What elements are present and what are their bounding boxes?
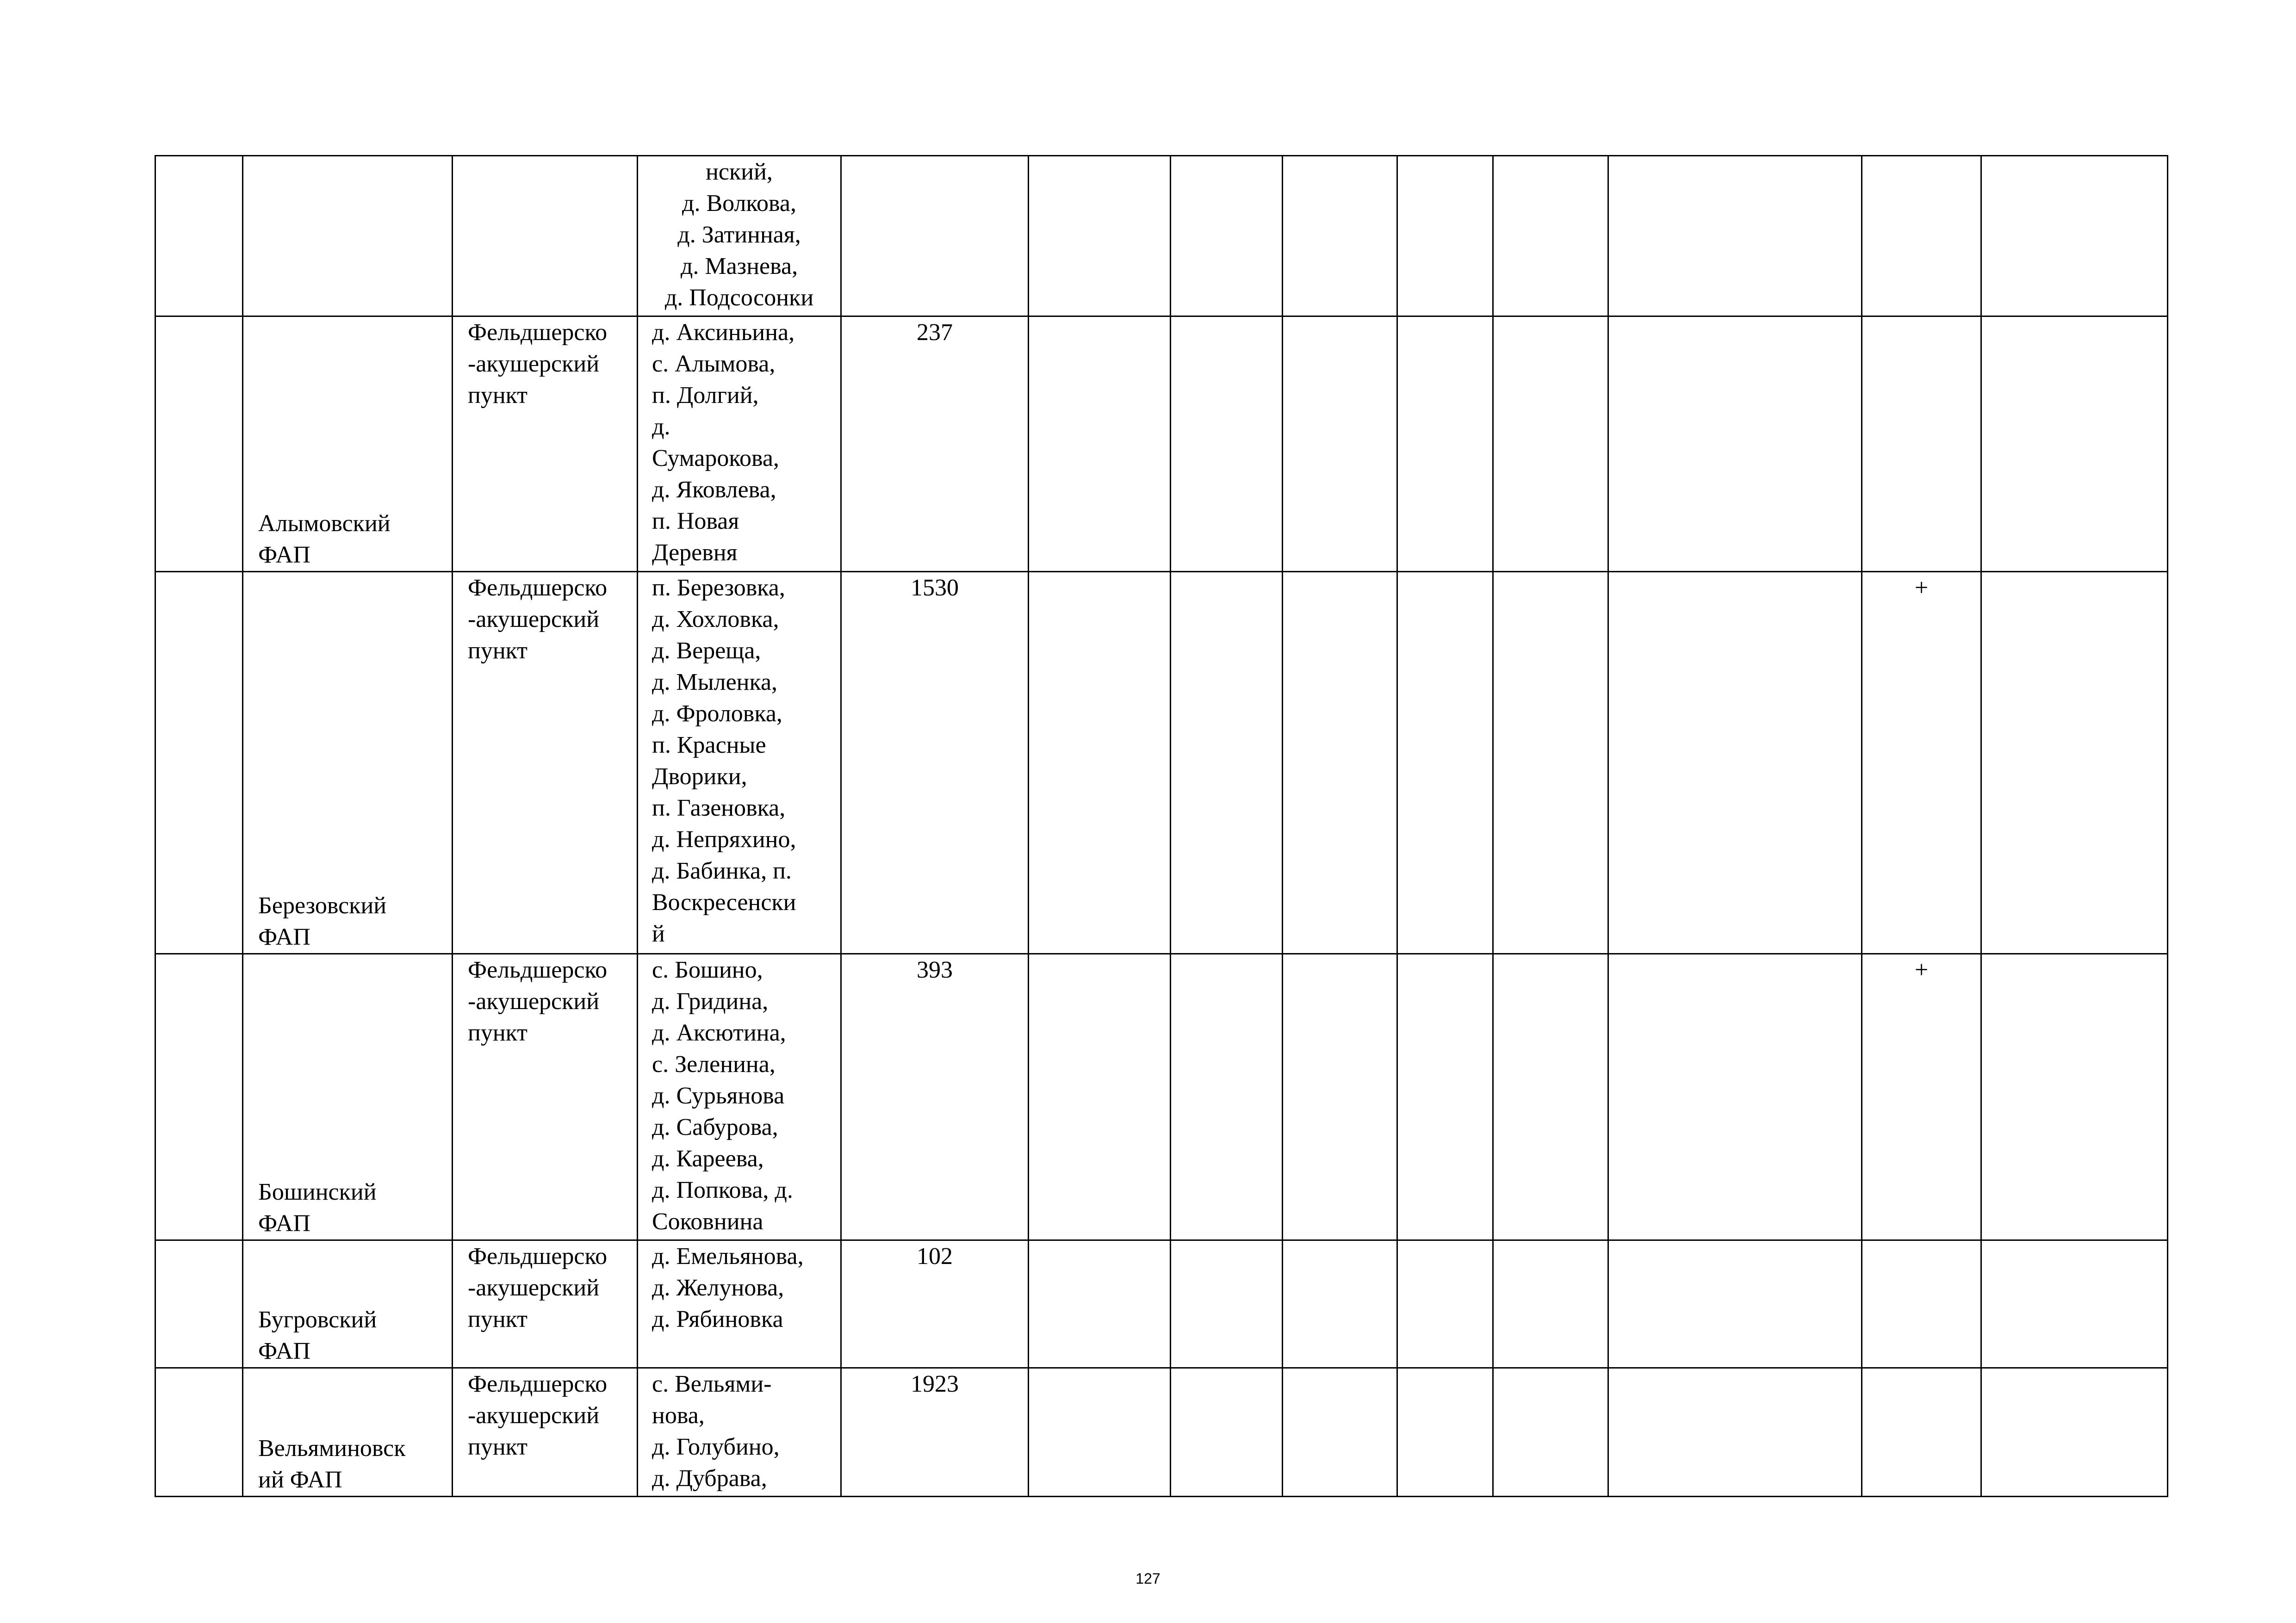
table-row	[155, 1240, 2168, 1368]
facility-type-line: -акушерский	[468, 1275, 600, 1301]
facility-name-line: Вельяминовск	[258, 1435, 406, 1462]
settlements-cell	[638, 954, 841, 1240]
empty-cell	[1171, 1240, 1283, 1368]
empty-cell	[155, 156, 243, 316]
settlement-line: п. Долгий,	[652, 382, 759, 409]
mark-cell	[1862, 316, 1981, 572]
mark-cell	[1862, 1240, 1981, 1368]
empty-cell	[1493, 156, 1608, 316]
facility-type-line: Фельдшерско	[468, 1371, 608, 1397]
settlement-line: д. Рябиновка	[652, 1306, 783, 1332]
settlement-line: д. Дубрава,	[652, 1465, 767, 1492]
empty-cell	[1029, 572, 1171, 954]
settlement-line: Деревня	[652, 539, 738, 566]
settlement-line: п. Новая	[652, 508, 739, 534]
empty-cell	[1171, 954, 1283, 1240]
settlement-line: д. Попкова, д.	[652, 1177, 793, 1203]
empty-cell	[155, 954, 243, 1240]
settlement-line: п. Красные	[652, 732, 766, 758]
facility-name-line: ФАП	[258, 924, 310, 950]
settlement-line: Соковнина	[652, 1208, 763, 1235]
facility-type-line: -акушерский	[468, 606, 600, 632]
facility-type-line: Фельдшерско	[468, 319, 608, 346]
settlement-line: д. Сурьянова	[652, 1083, 785, 1109]
table-row	[155, 316, 2168, 572]
empty-cell	[155, 316, 243, 572]
empty-cell	[1493, 1240, 1608, 1368]
settlement-line: д.	[652, 414, 670, 440]
settlement-line: д. Голубино,	[652, 1434, 780, 1460]
empty-cell	[1981, 1368, 2168, 1497]
empty-cell	[1283, 572, 1397, 954]
settlement-line: д. Затинная,	[677, 222, 801, 248]
mark-cell	[1862, 156, 1981, 316]
population-cell: 237	[841, 316, 1029, 572]
settlement-line: нский,	[706, 159, 773, 185]
settlement-line: д. Сабурова,	[652, 1114, 778, 1140]
population-cell: 1923	[841, 1368, 1029, 1497]
mark-cell: +	[1862, 572, 1981, 954]
empty-cell	[1171, 1368, 1283, 1497]
empty-cell	[1029, 316, 1171, 572]
facility-type-line: пункт	[468, 1020, 527, 1046]
empty-cell	[1397, 156, 1493, 316]
empty-cell	[1981, 954, 2168, 1240]
facility-type-line: Фельдшерско	[468, 957, 608, 983]
facility-name-line: Бошинский	[258, 1179, 377, 1205]
settlement-line: д. Вереща,	[652, 638, 761, 664]
settlements-cell	[638, 1240, 841, 1368]
settlement-line: д. Емельянова,	[652, 1243, 804, 1270]
empty-cell	[1397, 1368, 1493, 1497]
empty-cell	[1493, 1368, 1608, 1497]
empty-cell	[1981, 156, 2168, 316]
settlement-line: д. Яковлева,	[652, 477, 776, 503]
facility-name-cell	[243, 1240, 453, 1368]
empty-cell	[1397, 316, 1493, 572]
facilities-table	[155, 155, 2168, 1497]
settlement-line: д. Кареева,	[652, 1146, 764, 1172]
empty-cell	[1608, 1368, 1862, 1497]
facility-type-line: пункт	[468, 382, 527, 409]
facility-name-line: ФАП	[258, 542, 310, 568]
settlement-line: с. Вельями-	[652, 1371, 772, 1397]
settlements-cell	[638, 572, 841, 954]
facility-name-cell	[243, 572, 453, 954]
page-number: 127	[1136, 1570, 1160, 1587]
facility-type-line: пункт	[468, 638, 527, 664]
facility-name-line: Бугровский	[258, 1307, 377, 1333]
empty-cell	[1493, 954, 1608, 1240]
settlement-line: д. Бабинка, п.	[652, 858, 792, 884]
settlement-line: Воскресенски	[652, 889, 796, 916]
empty-cell	[1608, 316, 1862, 572]
empty-cell	[1029, 1240, 1171, 1368]
settlement-line: д. Аксиньина,	[652, 319, 795, 346]
facility-type-line: -акушерский	[468, 1402, 600, 1429]
empty-cell	[1283, 1240, 1397, 1368]
settlement-line: п. Березовка,	[652, 575, 785, 601]
settlements-cell	[638, 1368, 841, 1497]
settlement-line: нова,	[652, 1402, 705, 1429]
empty-cell	[1397, 1240, 1493, 1368]
empty-cell	[1608, 572, 1862, 954]
empty-cell	[1608, 156, 1862, 316]
empty-cell	[1029, 1368, 1171, 1497]
facility-type-cell	[453, 572, 638, 954]
settlement-line: с. Бошино,	[652, 957, 763, 983]
facility-name-line: ФАП	[258, 1210, 310, 1237]
empty-cell	[1981, 572, 2168, 954]
empty-cell	[1029, 156, 1171, 316]
facility-type-line: пункт	[468, 1434, 527, 1460]
facility-name-line: ФАП	[258, 1338, 310, 1364]
facility-type-cell	[453, 316, 638, 572]
facility-name-line: Березовский	[258, 892, 387, 919]
empty-cell	[1283, 954, 1397, 1240]
settlement-line: Сумарокова,	[652, 445, 779, 471]
facility-type-cell	[453, 1240, 638, 1368]
settlement-line: с. Зеленина,	[652, 1051, 776, 1078]
empty-cell	[155, 1240, 243, 1368]
empty-cell	[155, 1368, 243, 1497]
population-cell: 102	[841, 1240, 1029, 1368]
mark-cell: +	[1862, 954, 1981, 1240]
table-row	[155, 156, 2168, 316]
empty-cell	[1171, 572, 1283, 954]
empty-cell	[1283, 156, 1397, 316]
settlement-line: д. Мазнева,	[680, 253, 798, 279]
empty-cell	[155, 572, 243, 954]
settlement-line: Дворики,	[652, 763, 747, 790]
empty-cell	[1029, 954, 1171, 1240]
facility-type-line: Фельдшерско	[468, 575, 608, 601]
facility-name-line: Алымовский	[258, 510, 391, 537]
facility-name-cell	[243, 1368, 453, 1497]
table-row	[155, 954, 2168, 1240]
settlement-line: д. Подсосонки	[664, 285, 814, 311]
settlement-line: д. Фроловка,	[652, 700, 782, 727]
empty-cell	[1493, 572, 1608, 954]
facility-type-line: пункт	[468, 1306, 527, 1332]
table-row	[155, 572, 2168, 954]
settlement-line: д. Аксютина,	[652, 1020, 786, 1046]
empty-cell	[1981, 316, 2168, 572]
facility-name-cell	[243, 316, 453, 572]
empty-cell	[1608, 954, 1862, 1240]
settlement-line: с. Алымова,	[652, 351, 776, 377]
mark-cell	[1862, 1368, 1981, 1497]
empty-cell	[1283, 316, 1397, 572]
population-cell	[841, 156, 1029, 316]
empty-cell	[1608, 1240, 1862, 1368]
facility-type-cell	[453, 954, 638, 1240]
facility-name-line: ий ФАП	[258, 1467, 342, 1493]
settlements-cell	[638, 156, 841, 316]
empty-cell	[1981, 1240, 2168, 1368]
settlement-line: д. Мыленка,	[652, 669, 778, 695]
settlement-line: й	[652, 921, 665, 947]
settlement-line: д. Гридина,	[652, 988, 769, 1015]
empty-cell	[1171, 316, 1283, 572]
facility-type-line: Фельдшерско	[468, 1243, 608, 1270]
population-cell: 1530	[841, 572, 1029, 954]
settlement-line: д. Непряхино,	[652, 826, 796, 853]
facility-type-line: -акушерский	[468, 351, 600, 377]
table-row	[155, 1368, 2168, 1497]
empty-cell	[1493, 316, 1608, 572]
facility-type-cell	[453, 1368, 638, 1497]
facility-type-line: -акушерский	[468, 988, 600, 1015]
population-cell: 393	[841, 954, 1029, 1240]
settlement-line: п. Газеновка,	[652, 795, 786, 821]
empty-cell	[1283, 1368, 1397, 1497]
settlement-line: д. Хохловка,	[652, 606, 779, 632]
facility-type-cell	[453, 156, 638, 316]
settlement-line: д. Волкова,	[682, 190, 796, 217]
empty-cell	[1397, 954, 1493, 1240]
settlement-line: д. Желунова,	[652, 1275, 784, 1301]
settlements-cell	[638, 316, 841, 572]
facility-name-cell	[243, 156, 453, 316]
facility-name-cell	[243, 954, 453, 1240]
empty-cell	[1171, 156, 1283, 316]
empty-cell	[1397, 572, 1493, 954]
